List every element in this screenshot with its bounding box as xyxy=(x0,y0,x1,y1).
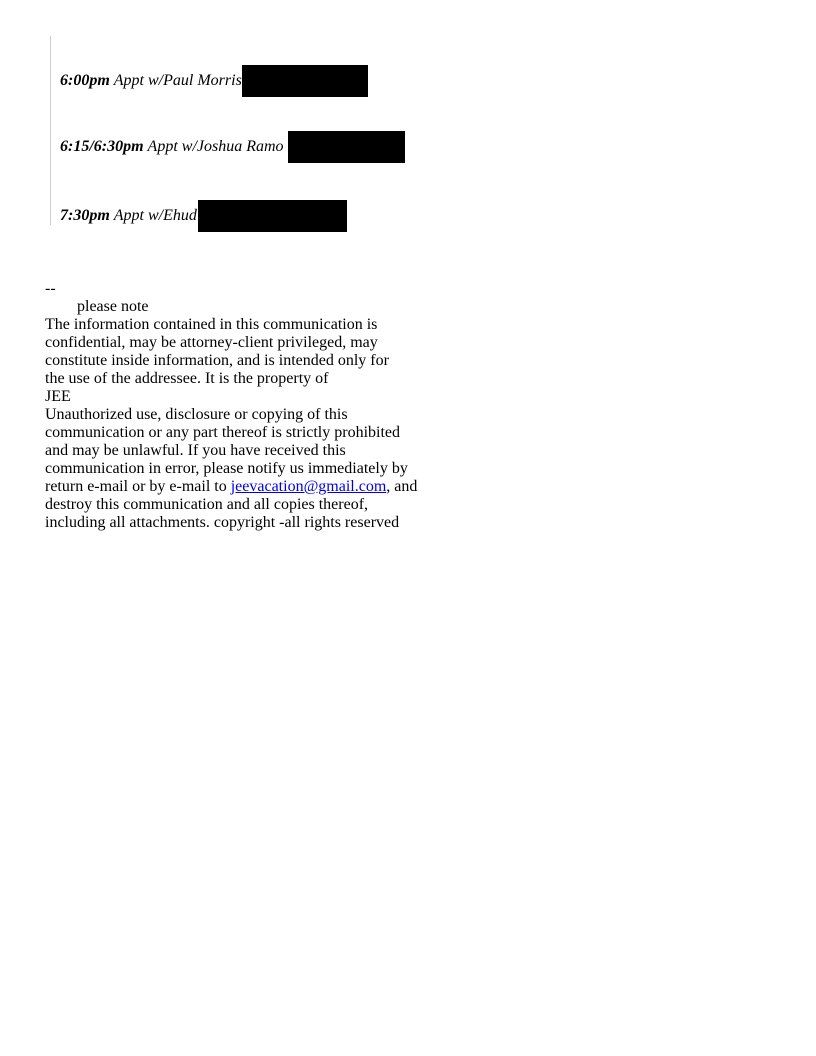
redaction-box xyxy=(288,131,405,163)
disclaimer-email-line xyxy=(45,478,445,496)
disclaimer-line: destroy this communication and all copies thereof, xyxy=(45,496,369,513)
please-note-label: please note xyxy=(77,298,149,315)
disclaimer-line: Unauthorized use, disclosure or copying of this xyxy=(45,406,348,423)
redaction-box xyxy=(242,65,368,97)
email-signature xyxy=(45,280,445,532)
appointment-text: Appt w/Ehud xyxy=(113,207,197,224)
appointment-3 xyxy=(60,200,347,232)
appointment-time: 7:30pm xyxy=(60,207,110,224)
disclaimer-line: and may be unlawful. If you have received this xyxy=(45,442,346,459)
quoted-schedule xyxy=(50,36,551,225)
disclaimer-line: The information contained in this communication is xyxy=(45,316,378,333)
disclaimer-line: constitute inside information, and is intended only for xyxy=(45,352,389,369)
redaction-box xyxy=(198,200,347,232)
appointment-text: Appt w/Paul Morris xyxy=(113,72,242,89)
return-suffix: , and xyxy=(386,478,418,495)
appointment-1 xyxy=(60,65,368,97)
return-prefix: return e-mail or by e-mail to xyxy=(45,478,231,495)
disclaimer-line: JEE xyxy=(45,388,71,405)
signature-separator: -- xyxy=(45,280,56,297)
appointment-2 xyxy=(60,131,405,163)
disclaimer-line: communication or any part thereof is strictly prohibited xyxy=(45,424,401,441)
disclaimer-line: including all attachments. copyright -all rights reserved xyxy=(45,514,400,531)
disclaimer-line: confidential, may be attorney-client privileged, may xyxy=(45,334,378,351)
email-link[interactable]: jeevacation@gmail.com xyxy=(230,478,387,495)
disclaimer-line: communication in error, please notify us immediately by xyxy=(45,460,408,477)
appointment-text: Appt w/Joshua Ramo xyxy=(147,138,284,155)
disclaimer-line: the use of the addressee. It is the property of xyxy=(45,370,329,387)
appointment-time: 6:00pm xyxy=(60,72,110,89)
appointment-time: 6:15/6:30pm xyxy=(60,138,144,155)
